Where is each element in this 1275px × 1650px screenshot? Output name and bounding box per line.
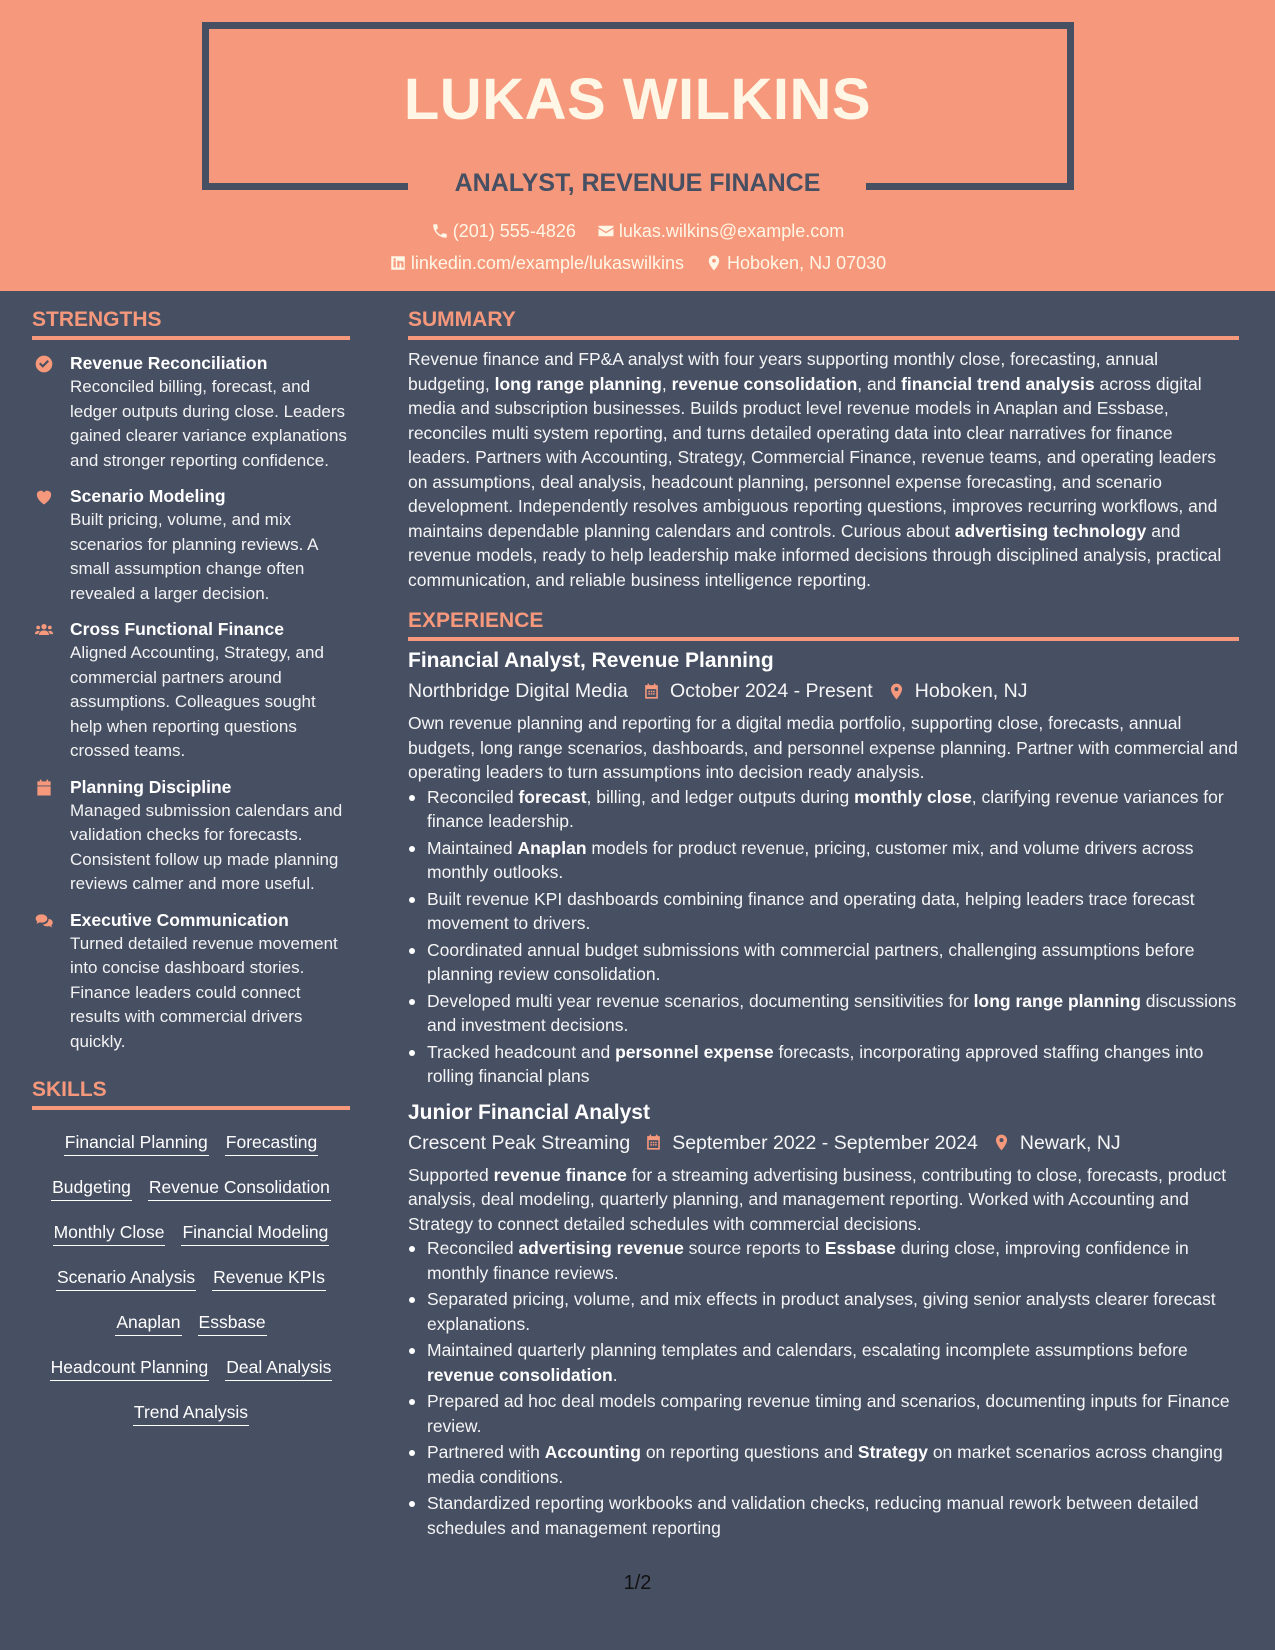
strength-title: Revenue Reconciliation <box>70 353 268 373</box>
skill-tag: Headcount Planning <box>50 1356 210 1381</box>
strength-title: Executive Communication <box>70 909 289 930</box>
strength-desc: Managed submission calendars and validation checks for forecasts. Consistent follow up made planning reviews calmer and more useful. <box>70 800 343 893</box>
map-pin-icon <box>887 682 906 701</box>
calendar-icon <box>644 1133 663 1152</box>
bullet-item: Tracked headcount and personnel expense forecasts, incorporating approved staffing changes into rolling financial plans <box>408 1040 1239 1089</box>
calendar-icon <box>34 778 54 798</box>
bullet-item: Coordinated annual budget submissions with commercial partners, challenging assumptions before planning review consolidation. <box>408 938 1239 987</box>
company-name: Northbridge Digital Media <box>408 680 629 702</box>
bullet-item: Built revenue KPI dashboards combining finance and operating data, helping leaders trace forecast movement to drivers. <box>408 887 1239 936</box>
bullet-item: Developed multi year revenue scenarios, documenting sensitivities for long range planning discussions and investment decisions. <box>408 989 1239 1038</box>
job-title: Financial Analyst, Revenue Planning <box>408 649 774 672</box>
skill-tag: Financial Modeling <box>181 1221 329 1246</box>
location-text: Hoboken, NJ 07030 <box>727 253 887 273</box>
bullet-item: Reconciled advertising revenue source reports to Essbase during close, improving confidence in monthly finance reviews. <box>408 1236 1239 1285</box>
summary-heading: SUMMARY <box>408 307 1239 340</box>
strength-title: Scenario Modeling <box>70 486 226 506</box>
candidate-title: ANALYST, REVENUE FINANCE <box>454 169 821 197</box>
users-icon <box>34 620 54 640</box>
strength-item <box>32 352 350 473</box>
heart-icon <box>34 487 54 507</box>
skills-list <box>32 1110 350 1435</box>
map-pin-icon <box>992 1133 1011 1152</box>
job-dates: October 2024 - Present <box>670 680 873 702</box>
email-text[interactable]: lukas.wilkins@example.com <box>618 221 845 241</box>
skill-tag: Forecasting <box>225 1131 318 1156</box>
email-contact[interactable] <box>597 219 844 243</box>
candidate-name: LUKAS WILKINS <box>403 67 872 132</box>
calendar-icon <box>642 682 661 701</box>
bullet-item: Prepared ad hoc deal models comparing revenue timing and scenarios, documenting inputs for Finance review. <box>408 1389 1239 1438</box>
contact-row-2 <box>0 251 1275 278</box>
skill-tag: Anaplan <box>115 1311 181 1336</box>
strength-title: Planning Discipline <box>70 776 232 797</box>
skill-tag: Trend Analysis <box>133 1401 249 1426</box>
strengths-heading: STRENGTHS <box>32 307 350 340</box>
job-meta <box>408 677 1239 705</box>
job-location: Hoboken, NJ <box>914 680 1028 702</box>
linkedin-icon <box>389 254 407 272</box>
strength-desc: Reconciled billing, forecast, and ledger outputs during close. Leaders gained clearer variance explanations and stronger reporting confidence. <box>70 377 347 470</box>
strength-item <box>32 776 350 897</box>
strength-title: Cross Functional Finance <box>70 619 284 639</box>
right-column <box>408 291 1239 1542</box>
strength-item <box>32 485 350 606</box>
job-bullets <box>408 785 1239 1089</box>
skill-tag: Revenue Consolidation <box>148 1176 331 1201</box>
strength-desc: Aligned Accounting, Strategy, and commercial partners around assumptions. Colleagues sought help when reporting questions crossed teams. <box>70 643 324 760</box>
bullet-item: Standardized reporting workbooks and validation checks, reducing manual rework between detailed schedules and management reporting <box>408 1491 1239 1540</box>
envelope-icon <box>597 222 615 240</box>
job-bullets <box>408 1236 1239 1540</box>
bullet-item: Partnered with Accounting on reporting questions and Strategy on market scenarios across changing media conditions. <box>408 1440 1239 1489</box>
resume-header <box>0 0 1275 291</box>
job-intro: Own revenue planning and reporting for a digital media portfolio, supporting close, forecasts, annual budgets, long range scenarios, dashboards, and personnel expense planning. Partner with commercial and operating leaders to turn assumptions into decision ready analysis. <box>408 713 1238 782</box>
skill-tag: Monthly Close <box>53 1221 166 1246</box>
phone-text: (201) 555-4826 <box>452 221 576 241</box>
skill-tag: Essbase <box>198 1311 267 1336</box>
strength-item <box>32 909 350 1055</box>
skill-tag: Scenario Analysis <box>56 1266 196 1291</box>
skill-tag: Budgeting <box>51 1176 132 1201</box>
job-entry <box>408 1099 1239 1541</box>
company-name: Crescent Peak Streaming <box>408 1131 631 1154</box>
strength-desc: Built pricing, volume, and mix scenarios for planning reviews. A small assumption change often revealed a larger decision. <box>70 510 318 603</box>
job-intro: Supported revenue finance for a streaming advertising business, contributing to close, forecasts, product analysis, deal modeling, quarterly planning, and management reporting. Worked with Accounting and Strategy to connect detailed schedules with commercial decisions. <box>408 1164 1227 1234</box>
bullet-item: Maintained quarterly planning templates and calendars, escalating incomplete assumptions before revenue consolidation. <box>408 1338 1239 1387</box>
contact-row-1 <box>0 219 1275 246</box>
check-circle-icon <box>34 354 54 374</box>
left-column <box>32 291 350 1435</box>
bullet-item: Reconciled forecast, billing, and ledger outputs during monthly close, clarifying revenue variances for finance leadership. <box>408 785 1239 834</box>
map-pin-icon <box>705 254 723 272</box>
experience-heading: EXPERIENCE <box>408 608 1239 641</box>
skills-heading: SKILLS <box>32 1077 350 1110</box>
summary-text: Revenue finance and FP&A analyst with four years supporting monthly close, forecasting, annual budgeting, long range planning, revenue consolidation, and financial trend analysis across digital media and subscription businesses. Builds product level revenue models in Anaplan and Essbase, reconciles multi system reporting, and turns detailed operating data into clear narratives for finance leaders. Partners with Accounting, Strategy, Commercial Finance, revenue teams, and operating leaders on assumptions, deal analysis, headcount planning, personnel expense forecasting, and scenario development. Independently resolves ambiguous reporting questions, improves recurring workflows, and maintains dependable planning calendars and controls. Curious about advertising technology and revenue models, ready to help leadership make informed decisions through disciplined analysis, practical communication, and reliable business intelligence reporting. <box>408 349 1222 590</box>
strength-desc: Turned detailed revenue movement into concise dashboard stories. Finance leaders could connect results with commercial drivers quickly. <box>70 933 338 1051</box>
strength-item <box>32 618 350 764</box>
skill-tag: Financial Planning <box>64 1131 209 1156</box>
comments-icon <box>34 911 54 931</box>
location-contact <box>705 251 886 275</box>
job-dates: September 2022 - September 2024 <box>672 1131 978 1154</box>
job-meta <box>408 1129 1239 1157</box>
page-number: 1/2 <box>623 1572 652 1594</box>
linkedin-text[interactable]: linkedin.com/example/lukaswilkins <box>410 253 684 273</box>
skill-tag: Revenue KPIs <box>212 1266 326 1291</box>
phone-icon <box>431 222 449 240</box>
job-entry <box>408 647 1239 1089</box>
job-title: Junior Financial Analyst <box>408 1100 650 1124</box>
phone-contact <box>431 219 576 243</box>
job-location: Newark, NJ <box>1019 1131 1121 1154</box>
bullet-item: Separated pricing, volume, and mix effects in product analyses, giving senior analysts clearer forecast explanations. <box>408 1287 1239 1336</box>
linkedin-contact[interactable] <box>389 251 684 275</box>
skill-tag: Deal Analysis <box>225 1356 332 1381</box>
bullet-item: Maintained Anaplan models for product revenue, pricing, customer mix, and volume drivers across monthly outlooks. <box>408 836 1239 885</box>
